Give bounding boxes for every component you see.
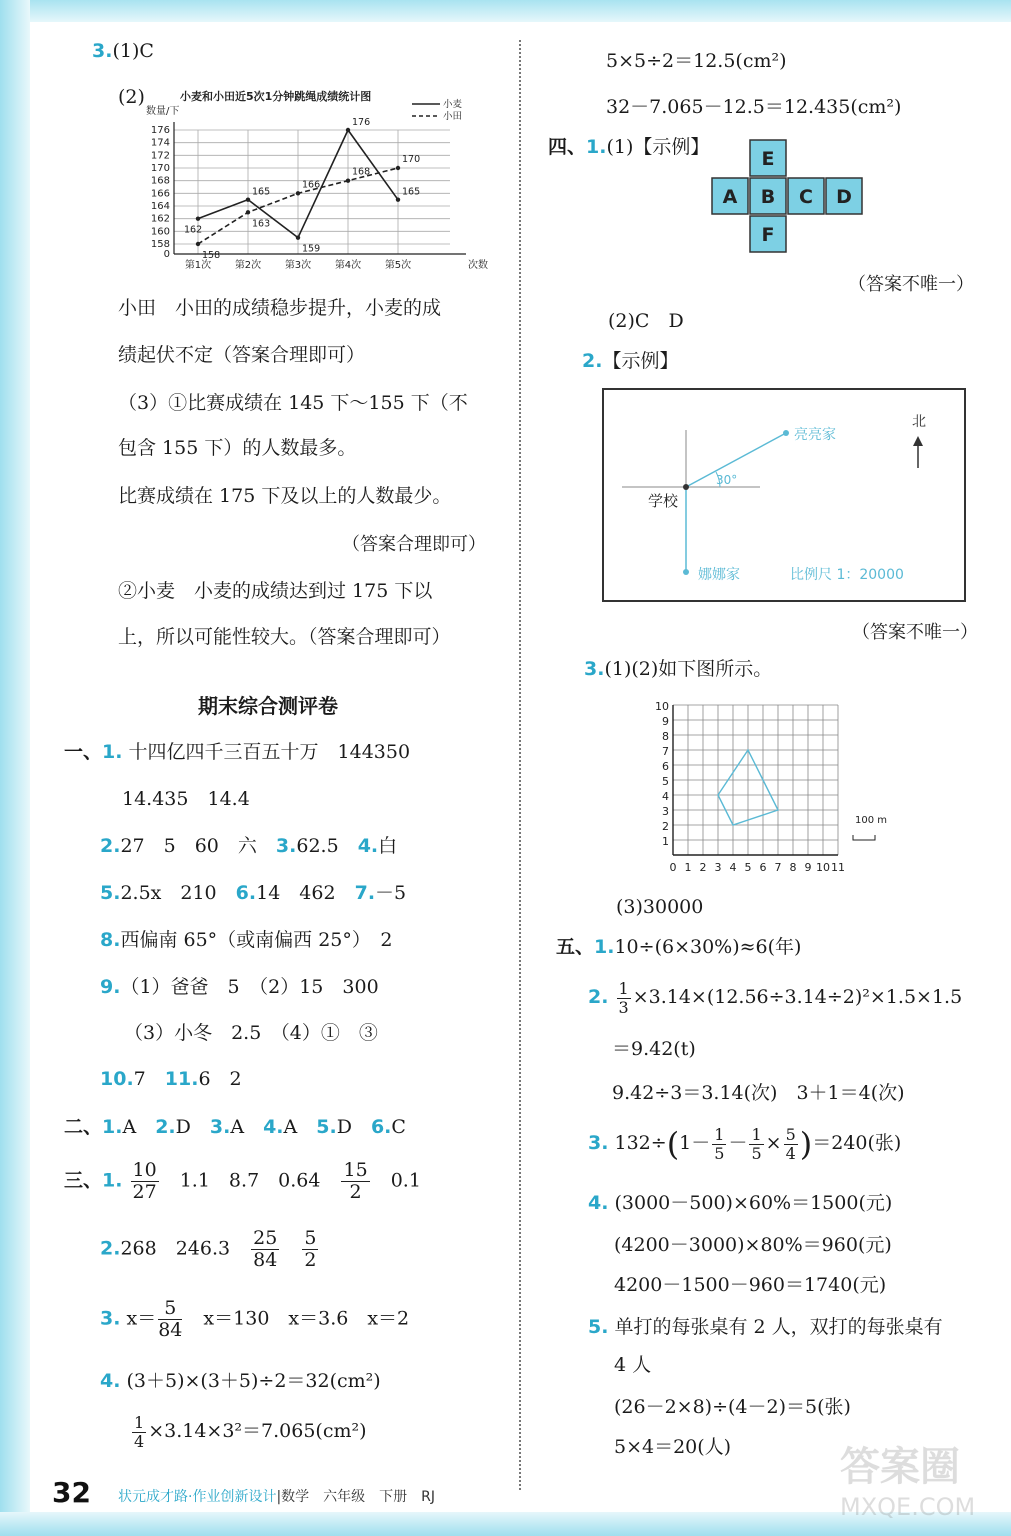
part2-answer: A	[122, 1116, 156, 1138]
y-tick-label: 1	[662, 835, 669, 848]
q3-1: 3.(1)C	[92, 40, 154, 62]
part1-q2-q4: 2.27 5 60 六 3.62.5 4.白	[100, 835, 398, 857]
part4-q1-2: (2)C D	[608, 310, 684, 332]
x-tick-label: 第3次	[284, 260, 312, 271]
part3-q4-line2: $\frac{1}{4}$ ×3.14×3²＝7.065(cm²)	[134, 1413, 367, 1451]
x-tick-label: 6	[759, 861, 767, 874]
part1-q8: 8.西偏南 65°（或南偏西 25°） 2	[100, 929, 393, 951]
chart-title: 小麦和小田近5次1分钟跳绳成绩统计图	[180, 90, 372, 103]
watermark-logo	[800, 1425, 1010, 1525]
chart-x-label: 次数	[468, 260, 488, 271]
part1-q5-q7: 5.2.5x 210 6.14 462 7.－5	[100, 882, 407, 904]
part2-num: 1.	[102, 1116, 123, 1138]
y-tick-label: 174	[150, 137, 170, 149]
part2-num: 3.	[209, 1116, 231, 1138]
y-tick-label: 5	[662, 775, 669, 788]
data-point	[246, 197, 250, 201]
x-tick-label: 第4次	[334, 260, 362, 271]
y-tick-label: 172	[150, 150, 170, 162]
scale-label: 比例尺 1：20000	[790, 567, 904, 583]
data-label: 166	[302, 179, 321, 191]
part2-num: 4.	[263, 1116, 284, 1138]
part2-answer: A	[230, 1116, 264, 1138]
part1-q1-line2: 14.435 14.4	[122, 788, 250, 810]
part2-answer: D	[175, 1116, 210, 1138]
y-tick-label: 2	[662, 820, 669, 833]
data-point	[296, 235, 300, 239]
part4-q1: 四、1.(1)【示例】	[548, 136, 710, 158]
part5-q2-line2: ＝9.42(t)	[612, 1038, 696, 1060]
ans3-line2: 包含 155 下）的人数最多。	[118, 437, 357, 459]
part1-q10-q11: 10.7 11.6 2	[100, 1068, 242, 1090]
nana-label: 娜娜家	[698, 567, 740, 583]
data-point	[396, 197, 400, 201]
legend-label: 小麦	[443, 99, 463, 110]
chart-y-label: 数量/下	[146, 106, 180, 117]
data-label: 159	[302, 243, 321, 255]
y-tick-label: 158	[150, 239, 170, 250]
y-tick-label: 6	[662, 760, 669, 773]
part2-answers	[64, 1116, 406, 1139]
x-tick-label: 8	[789, 861, 797, 874]
part1-q9: 9.（1）爸爸 5 （2）15 300	[100, 976, 379, 998]
x-tick-label: 第5次	[384, 260, 412, 271]
angle-label: 30°	[716, 473, 738, 487]
note-reasonable-1: （答案合理即可）	[342, 534, 486, 555]
part3-q2: 2.268 246.3 $\frac{25}{84}$ $\frac{5}{2}$	[100, 1227, 317, 1271]
x-tick-label: 9	[804, 861, 812, 874]
data-point	[346, 128, 350, 132]
data-point	[396, 166, 400, 170]
net-letter: F	[761, 224, 775, 246]
y-tick-label: 164	[150, 201, 170, 212]
y-tick-label: 162	[150, 213, 170, 225]
ans3b-line2: 上，所以可能性较大。（答案合理即可）	[118, 626, 451, 648]
y-tick-label: 4	[662, 790, 669, 803]
q3-2-label: (2)	[118, 86, 145, 108]
part2-answer: A	[283, 1116, 317, 1138]
legend-label: 小田	[443, 111, 463, 122]
liangliang-label: 亮亮家	[794, 427, 836, 443]
liangliang-point	[783, 430, 789, 436]
x-tick-label: 11	[831, 861, 845, 874]
y-tick-label: 170	[150, 163, 170, 174]
part5-q5-line3: (26－2×8)÷(4－2)＝5(张)	[614, 1396, 851, 1418]
net-letter: A	[722, 186, 738, 208]
part2-num: 6.	[370, 1116, 392, 1138]
part5-q2: 2. $\frac{1}{3}$ ×3.14×(12.56÷3.14÷2)²×1.5×1.5	[588, 979, 963, 1017]
ans2-line1: 小田 小田的成绩稳步提升，小麦的成	[118, 297, 442, 319]
part5-q4: 4. (3000－500)×60%＝1500(元)	[588, 1192, 893, 1214]
note-not-unique-1: （答案不唯一）	[848, 274, 974, 295]
y-tick-label: 7	[662, 745, 669, 758]
y-tick-label: 0	[163, 249, 170, 260]
part5-q5-line4: 5×4＝20(人)	[614, 1436, 732, 1458]
line-chart	[140, 82, 488, 280]
ans3-line3: 比赛成绩在 175 下及以上的人数最少。	[118, 485, 452, 507]
watermark-line1: 答案圈	[840, 1444, 960, 1490]
x-tick-label: 第2次	[234, 260, 262, 271]
net-letter: D	[836, 186, 852, 208]
page-number: 32	[52, 1476, 91, 1509]
x-tick-label: 5	[744, 861, 752, 874]
scale-unit: 100 m	[855, 815, 888, 826]
part3-q3: 3. x＝ $\frac{5}{84}$ x＝130 x＝3.6 x＝2	[100, 1297, 410, 1341]
data-point	[246, 210, 250, 214]
data-label: 170	[402, 154, 421, 165]
x-tick-label: 2	[699, 861, 707, 874]
net-letter: B	[760, 186, 776, 208]
scale-bar-icon	[853, 835, 875, 840]
data-point	[296, 191, 300, 195]
ans2-line2: 绩起伏不定（答案合理即可）	[118, 344, 366, 366]
north-label: 北	[912, 414, 926, 430]
part2-num: 5.	[316, 1116, 337, 1138]
column-divider	[519, 40, 521, 1490]
watermark-line2: MXQE.COM	[840, 1493, 976, 1521]
x-tick-label: 4	[729, 861, 737, 874]
school-point	[683, 484, 689, 490]
section-title: 期末综合测评卷	[198, 694, 338, 718]
y-tick-label: 160	[150, 226, 170, 238]
direction-map	[600, 386, 968, 604]
x-tick-label: 10	[816, 861, 830, 874]
x-tick-label: 0	[669, 861, 677, 874]
part4-q2: 2.【示例】	[582, 350, 679, 372]
x-tick-label: 第1次	[184, 260, 212, 271]
data-label: 158	[202, 250, 221, 261]
part3-q4: 4. (3＋5)×(3＋5)÷2＝32(cm²)	[100, 1370, 381, 1392]
data-point	[196, 216, 200, 220]
part5-q4-line2: (4200－3000)×80%＝960(元)	[614, 1234, 892, 1256]
net-letter: C	[799, 186, 813, 208]
data-point	[196, 242, 200, 246]
footer-text: 状元成才路·作业创新设计|数学 六年级 下册 RJ	[118, 1489, 436, 1505]
part4-q3: 3.(1)(2)如下图所示。	[584, 658, 773, 680]
part5-q1: 五、1.10÷(6×30%)≈6(年)	[556, 936, 802, 958]
data-point	[346, 178, 350, 182]
part2-answer: C	[391, 1116, 406, 1138]
coordinate-grid	[645, 695, 895, 881]
data-label: 163	[252, 218, 271, 230]
part4-q3-3: (3)30000	[616, 896, 704, 918]
x-tick-label: 7	[774, 861, 782, 874]
part3-q1: 三、1. $\frac{10}{27}$ 1.1 8.7 0.64 $\frac{15}{2}$ 0.1	[64, 1159, 421, 1203]
part2-label: 二、	[64, 1116, 103, 1138]
part5-q5-line2: 4 人	[614, 1354, 652, 1376]
y-tick-label: 3	[662, 805, 669, 818]
r-line1: 5×5÷2＝12.5(cm²)	[606, 50, 787, 72]
cube-net	[710, 138, 866, 252]
x-tick-label: 3	[714, 861, 722, 874]
data-label: 162	[184, 224, 203, 236]
net-letter: E	[761, 148, 775, 170]
x-tick-label: 1	[684, 861, 692, 874]
part2-num: 2.	[155, 1116, 176, 1138]
part5-q3: 3. 132÷(1－ $\frac{1}{5}$ － $\frac{1}{5}$ × $\frac{5}{4}$ )＝240(张)	[588, 1125, 902, 1164]
part2-answer: D	[336, 1116, 371, 1138]
page-top-edge	[0, 0, 1011, 22]
nana-point	[683, 569, 689, 575]
r-line2: 32－7.065－12.5＝12.435(cm²)	[606, 96, 902, 118]
part5-q4-line3: 4200－1500－960＝1740(元)	[614, 1274, 887, 1296]
data-label: 176	[352, 117, 371, 128]
y-tick-label: 166	[150, 188, 170, 200]
part5-q5: 5. 单打的每张桌有 2 人，双打的每张桌有	[588, 1316, 943, 1338]
ans3b-line1: ②小麦 小麦的成绩达到过 175 下以	[118, 580, 433, 602]
part5-q2-line3: 9.42÷3＝3.14(次) 3＋1＝4(次)	[612, 1082, 905, 1104]
y-tick-label: 176	[150, 125, 170, 136]
ans3-line1: （3）①比赛成绩在 145 下～155 下（不	[118, 392, 468, 414]
data-label: 165	[252, 186, 271, 198]
data-label: 165	[402, 186, 421, 198]
y-tick-label: 9	[662, 715, 669, 728]
y-tick-label: 168	[150, 175, 170, 187]
note-not-unique-2: （答案不唯一）	[852, 622, 978, 643]
page-left-edge	[0, 0, 30, 1536]
part1-q9-line2: （3）小冬 2.5 （4）① ③	[124, 1022, 378, 1044]
y-tick-label: 8	[662, 730, 669, 743]
part1-q1: 一、1. 十四亿四千三百五十万 144350	[64, 741, 411, 763]
y-tick-label: 10	[655, 700, 669, 713]
school-label: 学校	[648, 492, 679, 510]
data-label: 168	[352, 166, 371, 178]
